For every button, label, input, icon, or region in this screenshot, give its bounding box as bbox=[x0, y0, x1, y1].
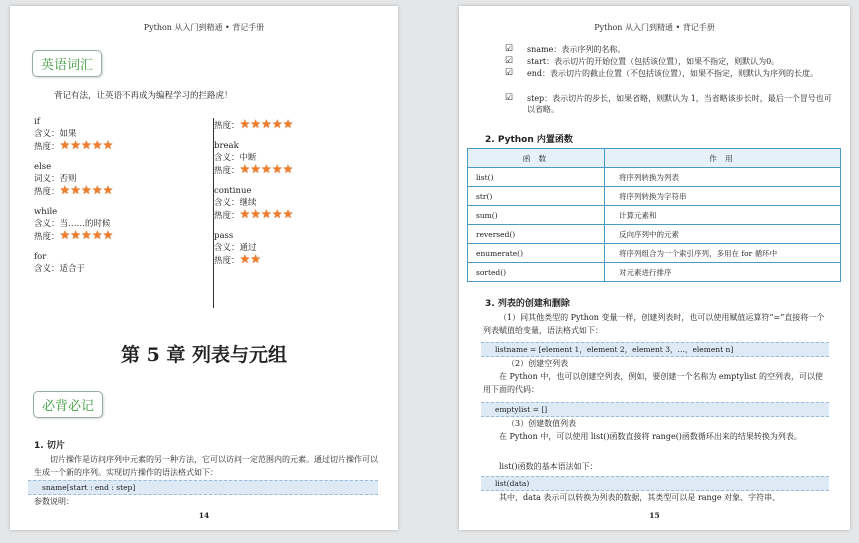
heat-stars bbox=[240, 164, 294, 177]
page-number: 14 bbox=[198, 511, 210, 520]
vocab-gap bbox=[34, 152, 113, 161]
vocab-heading: 英语词汇 bbox=[32, 50, 102, 77]
star-icon: ★ bbox=[282, 162, 294, 176]
vocab-column-right bbox=[214, 119, 293, 266]
list-numeric-paragraph: 在 Python 中，可以使用 list()函数直接将 range()函数循环出来的结果转换为列表。 bbox=[499, 432, 802, 441]
section-slicing-paragraph: 切片操作是访问序列中元素的另一种方法，它可以访问一定范围内的元素。通过切片操作可以生成一个新的序列。实现切片操作的语法格式如下： bbox=[34, 455, 378, 477]
star-icon: ★ bbox=[271, 207, 283, 221]
meaning-label: 含义： bbox=[214, 198, 240, 208]
star-icon: ★ bbox=[102, 183, 114, 197]
checkbox-icon: ☑ bbox=[505, 56, 514, 66]
page-header: Python 从入门到精通 • 背记手册 bbox=[594, 23, 715, 32]
heat-stars bbox=[240, 254, 262, 267]
function-name-cell: str() bbox=[468, 187, 605, 206]
table-row bbox=[468, 263, 841, 282]
vocab-gap bbox=[214, 176, 293, 185]
function-name-cell: list() bbox=[468, 168, 605, 187]
heat-stars bbox=[240, 119, 294, 132]
heat-stars bbox=[240, 209, 294, 222]
table-row bbox=[468, 225, 841, 244]
checkbox-icon: ☑ bbox=[505, 68, 514, 78]
star-icon: ★ bbox=[271, 162, 283, 176]
vocab-word: break bbox=[214, 141, 239, 151]
table-header-cell: 作 用 bbox=[605, 149, 841, 168]
function-desc-cell: 将序列组合为一个索引序列，多用在 for 循环中 bbox=[605, 244, 841, 263]
heat-row bbox=[214, 254, 293, 266]
list-empty-paragraph: 在 Python 中，也可以创建空列表，例如，要创建一个名称为 emptylist 的空列表，可以使用下面的代码： bbox=[483, 372, 824, 394]
table-row bbox=[468, 168, 841, 187]
star-icon: ★ bbox=[239, 162, 251, 176]
param-label: 参数说明： bbox=[34, 497, 74, 506]
checkbox-icon: ☑ bbox=[505, 44, 514, 54]
checkbox-icon: ☑ bbox=[505, 93, 514, 103]
heat-label: 热度： bbox=[34, 232, 60, 242]
must-remember-heading: 必背必记 bbox=[33, 391, 103, 418]
star-icon: ★ bbox=[261, 207, 272, 221]
star-icon: ★ bbox=[59, 228, 71, 242]
heat-row bbox=[34, 140, 113, 152]
star-icon: ★ bbox=[102, 228, 114, 242]
table-header-row bbox=[468, 149, 841, 168]
function-desc-cell: 将序列转换为列表 bbox=[605, 168, 841, 187]
star-icon: ★ bbox=[250, 252, 262, 266]
list-numeric-title: （3）创建数值列表 bbox=[507, 419, 577, 428]
star-icon: ★ bbox=[91, 183, 103, 197]
meaning-label: 含义： bbox=[34, 129, 60, 139]
star-icon: ★ bbox=[59, 138, 71, 152]
list-empty-title: （2）创建空列表 bbox=[507, 359, 569, 368]
function-desc-cell: 反向序列中的元素 bbox=[605, 225, 841, 244]
vocab-gap bbox=[214, 131, 293, 140]
section-slicing-title: 1. 切片 bbox=[34, 441, 65, 451]
heat-row bbox=[214, 119, 293, 131]
heat-row bbox=[214, 164, 293, 176]
meaning-value: 中断 bbox=[239, 153, 257, 163]
page-header: Python 从入门到精通 • 背记手册 bbox=[143, 23, 265, 32]
meaning-label: 词义： bbox=[34, 174, 60, 184]
list-assign-code: listname = [element 1，element 2，element 3，…，element n] bbox=[481, 342, 829, 357]
bullet-step: ☑ step：表示切片的步长，如果省略，则默认为 1，当省略该步长时，最后一个冒号也可以省略。 bbox=[505, 93, 832, 114]
star-icon: ★ bbox=[250, 117, 262, 131]
meaning-value: 适合于 bbox=[59, 264, 86, 274]
heat-stars bbox=[60, 185, 114, 198]
heat-label: 热度： bbox=[214, 121, 240, 131]
function-name-cell: sorted() bbox=[468, 263, 605, 282]
table-row bbox=[468, 244, 841, 263]
star-icon: ★ bbox=[70, 228, 82, 242]
vocab-meaning bbox=[34, 263, 113, 275]
table-row bbox=[468, 187, 841, 206]
star-icon: ★ bbox=[250, 207, 262, 221]
meaning-label: 含义： bbox=[34, 264, 60, 274]
vocab-word: else bbox=[34, 162, 52, 172]
meaning-value: 通过 bbox=[239, 243, 257, 253]
star-icon: ★ bbox=[91, 228, 103, 242]
star-icon: ★ bbox=[271, 117, 283, 131]
vocab-column-left bbox=[34, 116, 113, 275]
meaning-label: 含义： bbox=[34, 219, 60, 229]
star-icon: ★ bbox=[59, 183, 71, 197]
vocab-word: for bbox=[34, 252, 47, 262]
section-builtin-title: 2. Python 内置函数 bbox=[485, 135, 573, 145]
star-icon: ★ bbox=[81, 183, 92, 197]
empty-list-code: emptylist = [] bbox=[481, 402, 829, 417]
function-name-cell: sum() bbox=[468, 206, 605, 225]
heat-row bbox=[34, 230, 113, 242]
vocab-word: pass bbox=[214, 231, 234, 241]
vocab-gap bbox=[34, 242, 113, 251]
heat-label: 热度： bbox=[34, 142, 60, 152]
bullet-end: ☑ end：表示切片的截止位置（不包括该位置），如果不指定，则默认为序列的长度。 bbox=[505, 68, 819, 78]
function-desc-cell: 对元素进行排序 bbox=[605, 263, 841, 282]
table-row bbox=[468, 206, 841, 225]
star-icon: ★ bbox=[261, 117, 272, 131]
star-icon: ★ bbox=[261, 162, 272, 176]
star-icon: ★ bbox=[70, 138, 82, 152]
meaning-value: 继续 bbox=[239, 198, 257, 208]
star-icon: ★ bbox=[250, 162, 262, 176]
star-icon: ★ bbox=[239, 207, 251, 221]
builtin-functions-table bbox=[467, 148, 841, 282]
star-icon: ★ bbox=[102, 138, 114, 152]
star-icon: ★ bbox=[81, 228, 92, 242]
heat-row bbox=[214, 209, 293, 221]
section-list-title: 3. 列表的创建和删除 bbox=[485, 299, 570, 309]
chapter-title: 第 5 章 列表与元组 bbox=[120, 344, 288, 366]
table-header-cell: 函 数 bbox=[468, 149, 605, 168]
heat-label: 热度： bbox=[34, 187, 60, 197]
vocab-word: continue bbox=[214, 186, 252, 196]
list-paragraph-1: （1）同其他类型的 Python 变量一样，创建列表时，也可以使用赋值运算符“=”直接将一个列表赋值给变量，语法格式如下： bbox=[483, 313, 825, 335]
vocab-gap bbox=[214, 221, 293, 230]
star-icon: ★ bbox=[81, 138, 92, 152]
meaning-value: 当……的时候 bbox=[59, 219, 111, 229]
vocab-word: while bbox=[34, 207, 58, 217]
right-page bbox=[459, 6, 850, 530]
heat-label: 热度： bbox=[214, 256, 240, 266]
star-icon: ★ bbox=[70, 183, 82, 197]
star-icon: ★ bbox=[91, 138, 103, 152]
list-syntax-intro: list()函数的基本语法如下： bbox=[499, 462, 598, 471]
heat-label: 热度： bbox=[214, 211, 240, 221]
page-number: 15 bbox=[649, 511, 660, 520]
meaning-value: 否则 bbox=[59, 174, 77, 184]
bullet-sname: ☑ sname：表示序列的名称。 bbox=[505, 44, 626, 54]
list-data-code: list(data) bbox=[481, 476, 829, 491]
meaning-label: 含义： bbox=[214, 243, 240, 253]
list-data-paragraph: 其中，data 表示可以转换为列表的数据，其类型可以是 range 对象、字符串、 bbox=[499, 493, 781, 502]
slicing-syntax-code: sname[start : end : step] bbox=[28, 480, 378, 495]
heat-label: 热度： bbox=[214, 166, 240, 176]
vocab-intro: 背记有法，让英语不再成为编程学习的拦路虎！ bbox=[54, 91, 233, 101]
vocab-gap bbox=[34, 197, 113, 206]
heat-stars bbox=[60, 230, 114, 243]
function-name-cell: reversed() bbox=[468, 225, 605, 244]
star-icon: ★ bbox=[282, 207, 294, 221]
star-icon: ★ bbox=[282, 117, 294, 131]
heat-row bbox=[34, 185, 113, 197]
function-desc-cell: 计算元素和 bbox=[605, 206, 841, 225]
heat-stars bbox=[60, 140, 114, 153]
left-page bbox=[10, 6, 398, 530]
vocab-word: if bbox=[34, 117, 40, 127]
function-name-cell: enumerate() bbox=[468, 244, 605, 263]
function-desc-cell: 将序列转换为字符串 bbox=[605, 187, 841, 206]
star-icon: ★ bbox=[239, 117, 251, 131]
meaning-label: 含义： bbox=[214, 153, 240, 163]
bullet-start: ☑ start：表示切片的开始位置（包括该位置），如果不指定，则默认为0。 bbox=[505, 56, 780, 66]
star-icon: ★ bbox=[239, 252, 251, 266]
meaning-value: 如果 bbox=[59, 129, 77, 139]
